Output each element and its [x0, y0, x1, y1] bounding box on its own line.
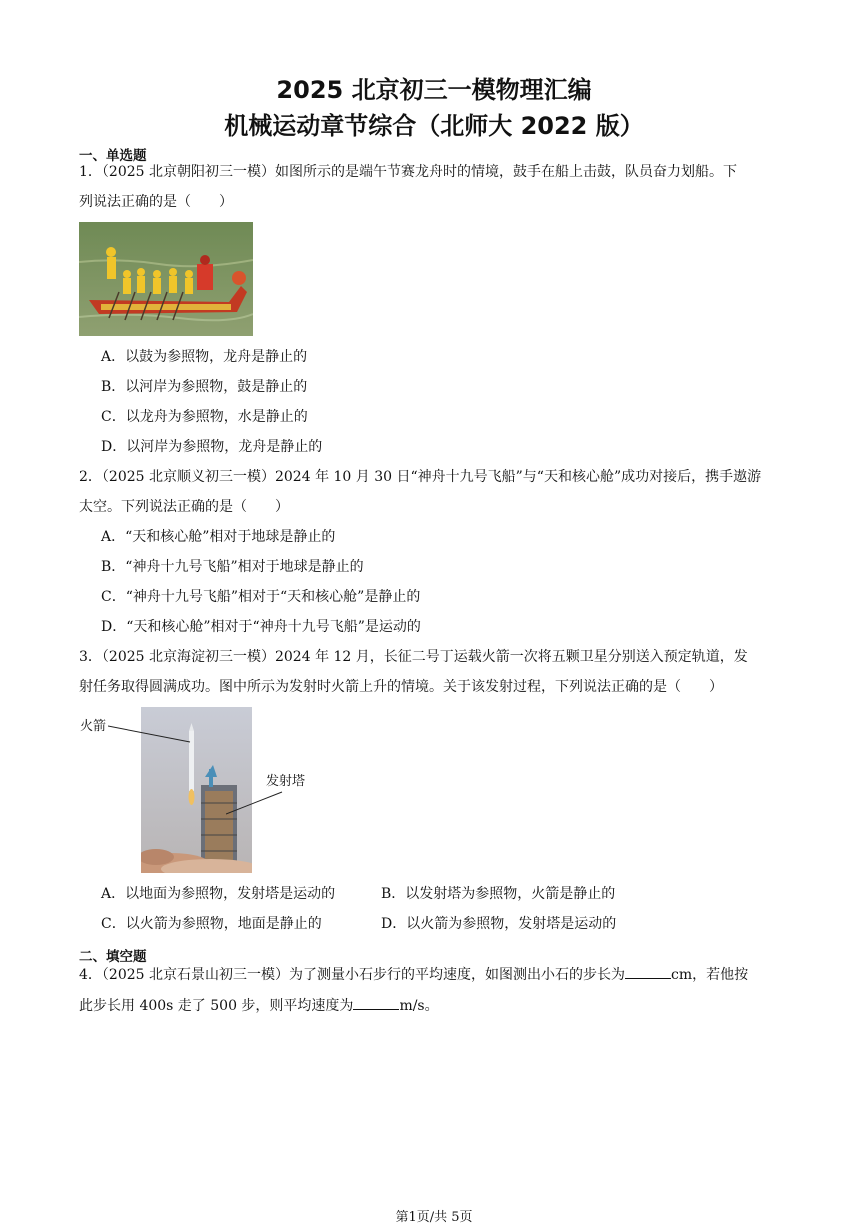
page-subtitle: 机械运动章节综合（北师大 2022 版）	[224, 112, 644, 140]
question-4-line-2-text: 此步长用 400s 走了 500 步，则平均速度为	[79, 998, 354, 1014]
question-4-line-2	[79, 995, 791, 1016]
question-2-option-c: C．“神舟十九号飞船”相对于“天和核心舱”是静止的	[101, 589, 421, 605]
question-2-option-d: D．“天和核心舱”相对于“神舟十九号飞船”是运动的	[101, 619, 421, 635]
question-2-option-b: B．“神舟十九号飞船”相对于地球是静止的	[101, 559, 364, 575]
question-3-option-d: D．以火箭为参照物，发射塔是运动的	[381, 916, 617, 932]
section-heading-fill-in: 二、填空题	[79, 949, 147, 965]
question-4-unit-ms: m/s。	[399, 998, 439, 1014]
tower-pointer-line	[226, 790, 284, 816]
answer-blank-average-speed[interactable]	[353, 995, 399, 1010]
question-3-option-a: A．以地面为参照物，发射塔是运动的	[101, 886, 336, 902]
question-3-line-1: 3．（2025 北京海淀初三一模）2024 年 12 月，长征二号丁运载火箭一次将五颗卫星分别送入预定轨道，发	[79, 649, 748, 665]
rocket-label: 火箭	[80, 719, 107, 734]
page-footer: 第1页/共 5页	[395, 1210, 473, 1225]
question-3-option-b: B．以发射塔为参照物，火箭是静止的	[381, 886, 616, 902]
question-2-line-1: 2．（2025 北京顺义初三一模）2024 年 10 月 30 日“神舟十九号飞船”与“天和核心舱”成功对接后，携手遨游	[79, 469, 762, 485]
answer-blank-step-length[interactable]	[625, 964, 671, 979]
rocket-pointer-line	[108, 724, 192, 744]
question-4-unit-cm: cm，若他按	[670, 967, 749, 983]
question-1-option-a: A．以鼓为参照物，龙舟是静止的	[101, 349, 308, 365]
question-4-line-1	[79, 964, 791, 985]
launch-tower-label: 发射塔	[266, 774, 306, 789]
question-1-option-b: B．以河岸为参照物，鼓是静止的	[101, 379, 308, 395]
question-1-option-d: D．以河岸为参照物，龙舟是静止的	[101, 439, 323, 455]
question-2-option-a: A．“天和核心舱”相对于地球是静止的	[101, 529, 336, 545]
question-4-line-1-text: 4．（2025 北京石景山初三一模）为了测量小石步行的平均速度，如图测出小石的步长为	[79, 967, 625, 983]
question-1-option-c: C．以龙舟为参照物，水是静止的	[101, 409, 308, 425]
question-2-line-2: 太空。下列说法正确的是（ ）	[79, 499, 289, 515]
question-3-option-c: C．以火箭为参照物，地面是静止的	[101, 916, 322, 932]
page-title: 2025 北京初三一模物理汇编	[276, 76, 592, 104]
dragon-boat-photo	[79, 222, 253, 336]
question-3-line-2: 射任务取得圆满成功。图中所示为发射时火箭上升的情境。关于该发射过程，下列说法正确的是（ ）	[79, 679, 723, 695]
question-1-line-2: 列说法正确的是（ ）	[79, 194, 233, 210]
section-heading-single-choice: 一、单选题	[79, 148, 147, 164]
question-1-line-1: 1．（2025 北京朝阳初三一模）如图所示的是端午节赛龙舟时的情境，鼓手在船上击鼓，队员奋力划船。下	[79, 164, 737, 180]
